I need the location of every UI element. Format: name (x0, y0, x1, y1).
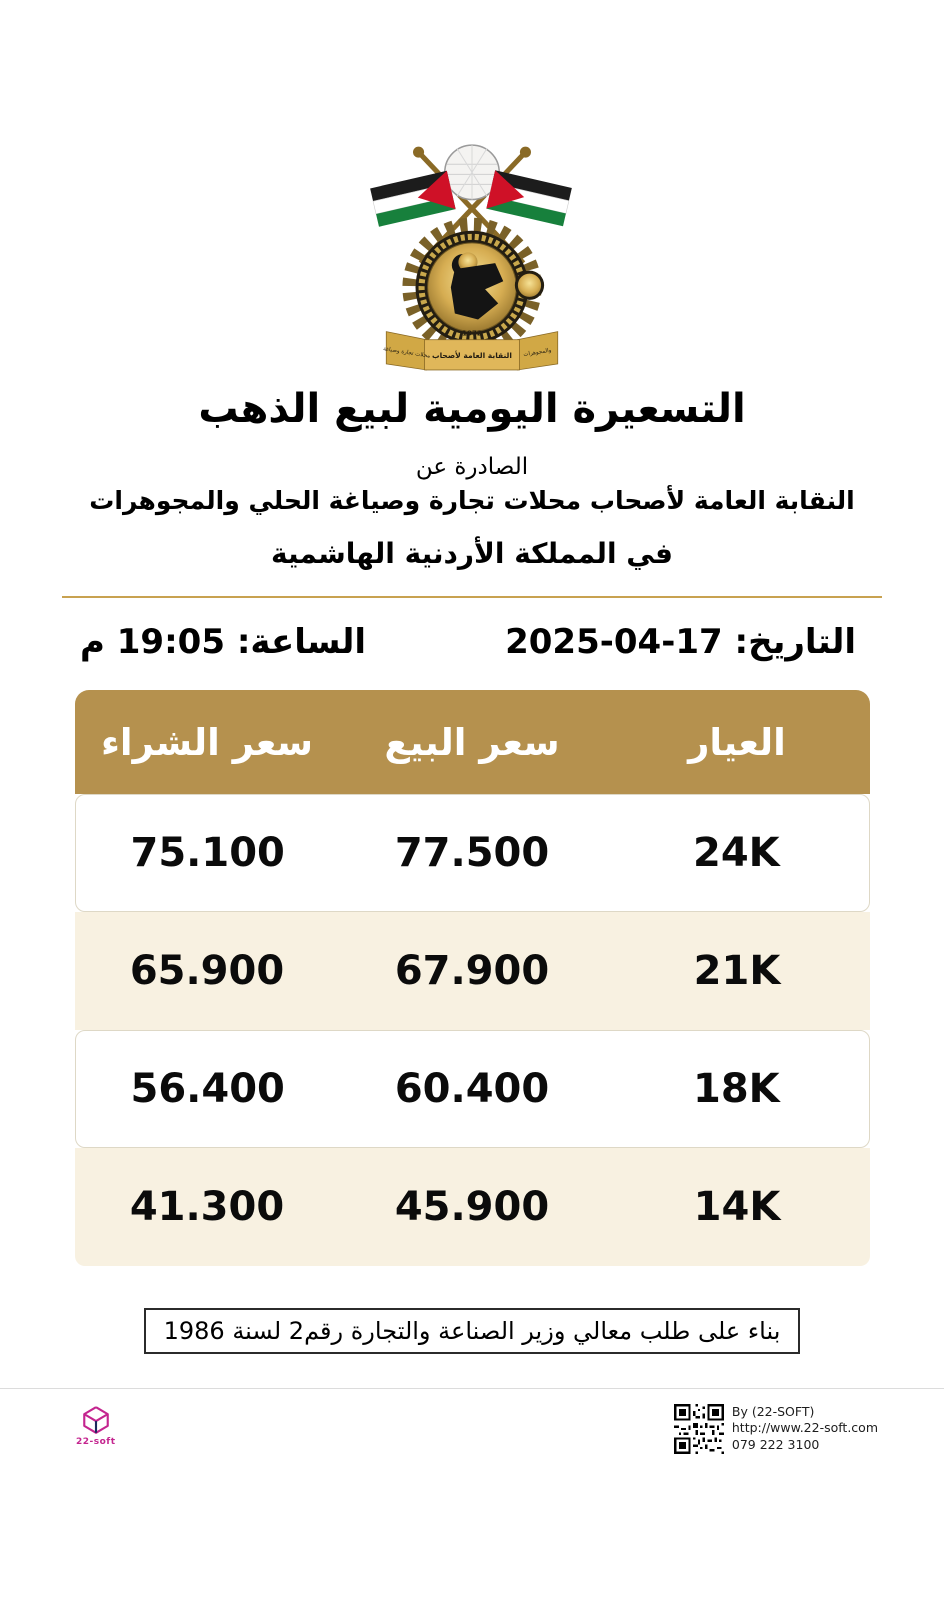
jordan-flag-right-icon (486, 170, 571, 226)
note-box: بناء على طلب معالي وزير الصناعة والتجارة رقم2 لسنة 1986 (144, 1308, 801, 1354)
karat-value: 14K (693, 1184, 781, 1230)
ribbon-text-left: محلات تجارة وصياغة (382, 346, 431, 360)
page-title: التسعيرة اليومية لبيع الذهب (198, 386, 746, 432)
gold-divider (62, 596, 882, 598)
bottom-divider (0, 1388, 944, 1389)
sell-price: 77.500 (394, 830, 550, 876)
gold-coin-icon (516, 272, 542, 298)
logo-wrap (0, 0, 944, 374)
note-wrap (0, 1308, 944, 1354)
credit-phone: 079 222 3100 (731, 1436, 820, 1452)
karat-value: 21K (693, 948, 781, 994)
credit-url: http://www.22-soft.com (731, 1420, 878, 1436)
syndicate-name: النقابة العامة لأصحاب محلات تجارة وصياغة الحلي والمجوهرات (89, 486, 855, 515)
table-row (75, 912, 870, 1030)
karat-value: 18K (693, 1066, 780, 1112)
date-label: التاريخ: 17-04-2025 (505, 622, 856, 662)
ribbon-text-center: النقابة العامة لأصحاب (432, 350, 512, 360)
header-buy-price: سعر الشراء (100, 720, 313, 764)
credits-block (674, 1404, 878, 1454)
time-label: الساعة: 19:05 م (80, 622, 367, 662)
company-logo (76, 1404, 116, 1447)
credit-by: By (22-SOFT) (731, 1404, 815, 1419)
issued-by-line: الصادرة عن (415, 454, 529, 480)
buy-price: 41.300 (129, 1184, 285, 1230)
table-row (75, 1148, 870, 1266)
cube-logo-icon (79, 1404, 113, 1436)
company-logo-label: 22-soft (76, 1437, 116, 1447)
sell-price: 45.900 (394, 1184, 550, 1230)
table-header-row (75, 690, 870, 794)
jordan-flag-left-icon (370, 171, 455, 227)
emblem-year: 1972 (462, 328, 482, 338)
qr-code-icon (674, 1404, 724, 1454)
credit-text (732, 1404, 878, 1453)
ribbon-text-right: والمجوهرات (522, 347, 552, 359)
buy-price: 75.100 (130, 830, 285, 876)
datetime-row (0, 622, 944, 662)
header-karat: العيار (688, 720, 786, 764)
buy-price: 56.400 (130, 1066, 285, 1112)
sell-price: 60.400 (394, 1066, 550, 1112)
syndicate-emblem-logo (356, 136, 588, 374)
bottom-bar (0, 1398, 944, 1454)
sell-price: 67.900 (394, 948, 550, 994)
buy-price: 65.900 (129, 948, 285, 994)
kingdom-name: في المملكة الأردنية الهاشمية (271, 537, 673, 570)
price-table (75, 690, 870, 1266)
table-row (75, 1030, 870, 1148)
header-sell-price: سعر البيع (384, 720, 560, 764)
table-row (75, 794, 870, 912)
karat-value: 24K (693, 830, 780, 876)
